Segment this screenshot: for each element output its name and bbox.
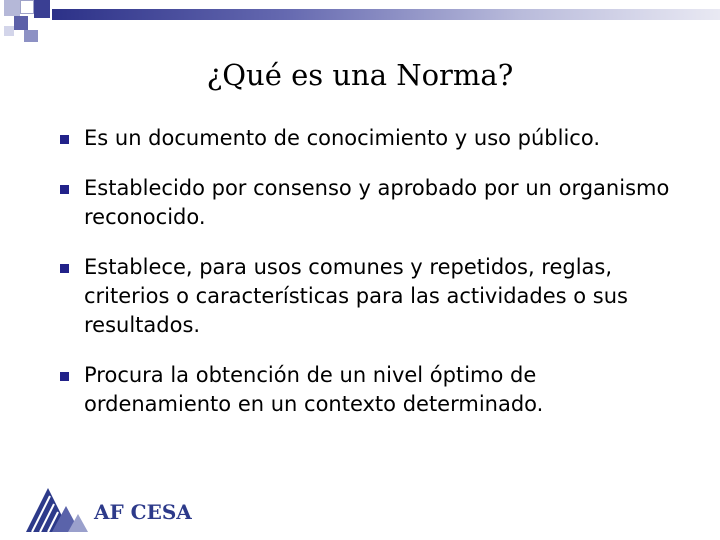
square-bullet-icon [60,372,69,381]
square-bullet-icon [60,135,69,144]
decorative-square [20,0,34,14]
list-item [60,253,680,340]
bullet-text: Establecido por consenso y aprobado por un organismo reconocido. [84,176,670,229]
bullet-text: Procura la obtención de un nivel óptimo de ordenamiento en un contexto determinado. [84,363,544,416]
list-item [60,124,680,153]
bullet-text: Establece, para usos comunes y repetidos, reglas, criterios o características para las actividades o sus resultados. [84,255,628,337]
header-gradient-bar [52,9,720,20]
decorative-square [24,30,38,42]
decorative-square [14,16,28,30]
stacked-triangles-logo-icon [24,486,96,534]
square-bullet-icon [60,185,69,194]
decorative-square [4,26,14,36]
list-item [60,174,680,232]
logo-text: AF CESA [94,500,192,524]
decorative-square [4,0,20,16]
bullet-text: Es un documento de conocimiento y uso público. [84,126,601,150]
square-bullet-icon [60,264,69,273]
list-item [60,361,680,419]
slide-title: ¿Qué es una Norma? [206,58,514,92]
decorative-square [34,0,50,18]
bullet-list [60,124,680,440]
company-logo [24,486,224,534]
